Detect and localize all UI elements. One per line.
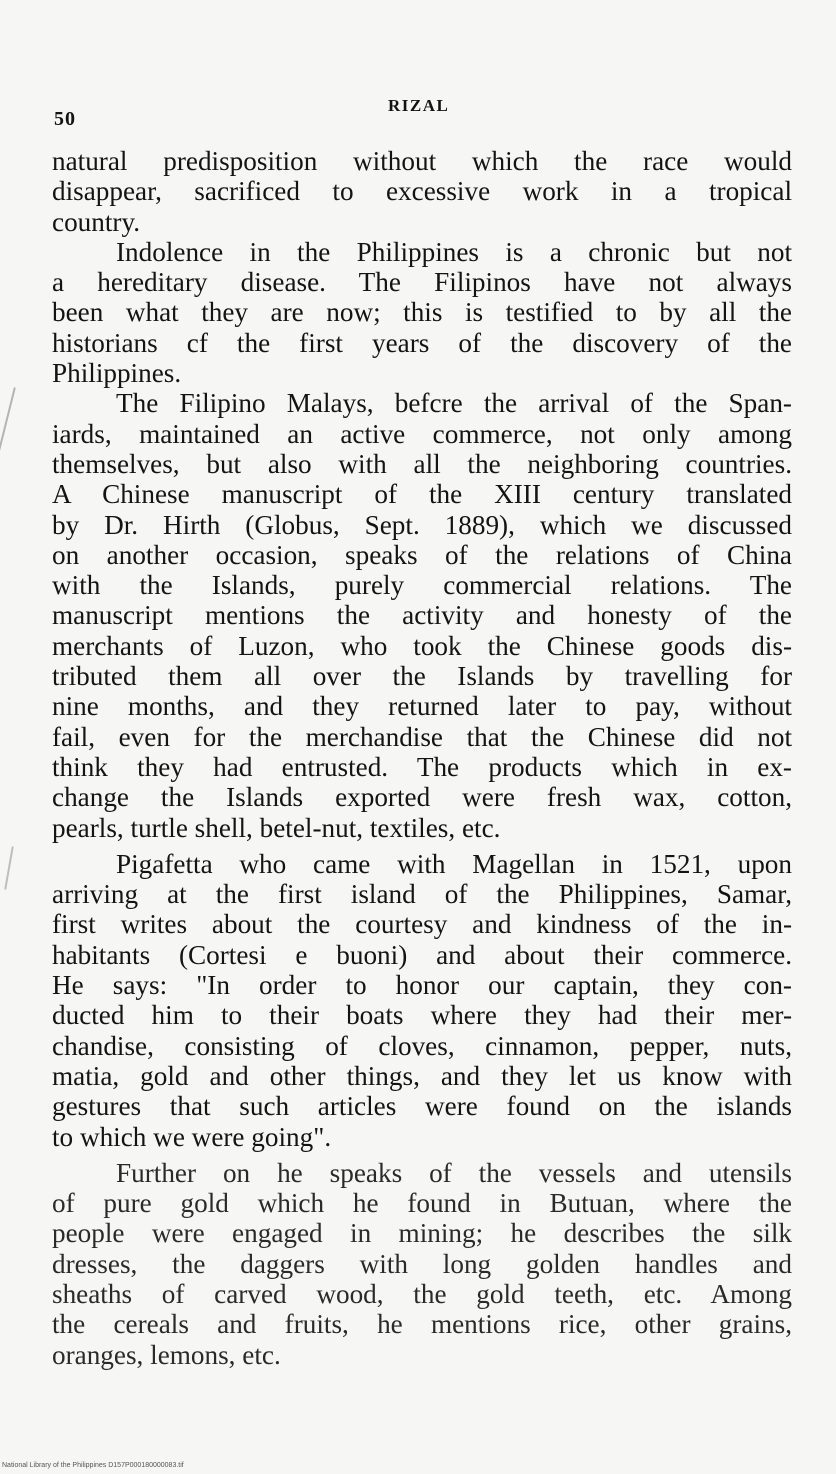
page-number: 50 (54, 108, 76, 130)
text-line: Philippines. (52, 358, 182, 389)
text-line: a hereditary disease. The Filipinos have not always (52, 267, 792, 298)
text-line: think they had entrusted. The products which in ex- (52, 751, 792, 782)
text-line: on another occasion, speaks of the relations of China (52, 539, 792, 570)
text-line: country. (52, 206, 141, 237)
paragraph-1 (52, 146, 792, 237)
text-line: been what they are now; this is testified to by all the (52, 297, 792, 328)
text-line: dresses, the daggers with long golden handles and (52, 1248, 792, 1279)
text-line: Indolence in the Philippines is a chronic but not (116, 236, 792, 267)
text-line: Further on he speaks of the vessels and utensils (116, 1157, 792, 1188)
text-line: with the Islands, purely commercial relations. The (52, 570, 792, 601)
text-line: A Chinese manuscript of the XIII century translated (52, 479, 792, 510)
text-line: chandise, consisting of cloves, cinnamon, pepper, nuts, (52, 1030, 792, 1061)
text-line: oranges, lemons, etc. (52, 1339, 281, 1370)
text-line: disappear, sacrificed to excessive work in a tropical (52, 176, 792, 207)
text-line: first writes about the courtesy and kindness of the in- (52, 909, 792, 940)
text-line: sheaths of carved wood, the gold teeth, etc. Among (52, 1278, 792, 1309)
text-line: people were engaged in mining; he describes the silk (52, 1218, 792, 1249)
text-line: natural predisposition without which the race would (52, 146, 792, 176)
paragraph-3 (52, 388, 792, 842)
text-line: to which we were going". (52, 1121, 332, 1152)
text-line: ducted him to their boats where they had their mer- (52, 1000, 792, 1031)
text-line: themselves, but also with all the neighboring countries. (52, 448, 792, 479)
text-line: historians cf the first years of the discovery of the (52, 327, 792, 358)
text-line: arriving at the first island of the Philippines, Samar, (52, 879, 792, 910)
paragraph-4 (52, 849, 792, 1152)
text-line: by Dr. Hirth (Globus, Sept. 1889), which we discussed (52, 509, 792, 540)
text-line: tributed them all over the Islands by travelling for (52, 661, 792, 692)
text-line: fail, even for the merchandise that the Chinese did not (52, 721, 792, 752)
paragraph-5 (52, 1158, 792, 1370)
text-line: habitants (Cortesi e buoni) and about their commerce. (52, 939, 792, 970)
body-text (52, 146, 792, 1370)
margin-pencil-mark (0, 387, 16, 475)
text-line: gestures that such articles were found on the islands (52, 1091, 792, 1122)
text-line: of pure gold which he found in Butuan, where the (52, 1188, 792, 1219)
paragraph-2 (52, 237, 792, 388)
text-line: merchants of Luzon, who took the Chinese goods dis- (52, 630, 792, 661)
text-line: The Filipino Malays, befcre the arrival of the Span- (116, 388, 792, 419)
text-line: He says: "In order to honor our captain, they con- (52, 970, 792, 1001)
margin-pencil-mark (4, 846, 14, 890)
text-line: iards, maintained an active commerce, not only among (52, 418, 792, 449)
running-head: RIZAL (388, 96, 450, 115)
text-line: manuscript mentions the activity and honesty of the (52, 600, 792, 631)
text-line: nine months, and they returned later to pay, without (52, 691, 792, 722)
text-line: change the Islands exported were fresh wax, cotton, (52, 782, 792, 813)
library-stamp: National Library of the Philippines D157P000180000083.tif (2, 1462, 184, 1469)
text-line: matia, gold and other things, and they let us know with (52, 1060, 792, 1091)
text-line: pearls, turtle shell, betel-nut, textiles, etc. (52, 812, 501, 843)
page-header (0, 96, 836, 136)
text-line: Pigafetta who came with Magellan in 1521, upon (116, 848, 792, 879)
text-line: the cereals and fruits, he mentions rice, other grains, (52, 1309, 792, 1340)
